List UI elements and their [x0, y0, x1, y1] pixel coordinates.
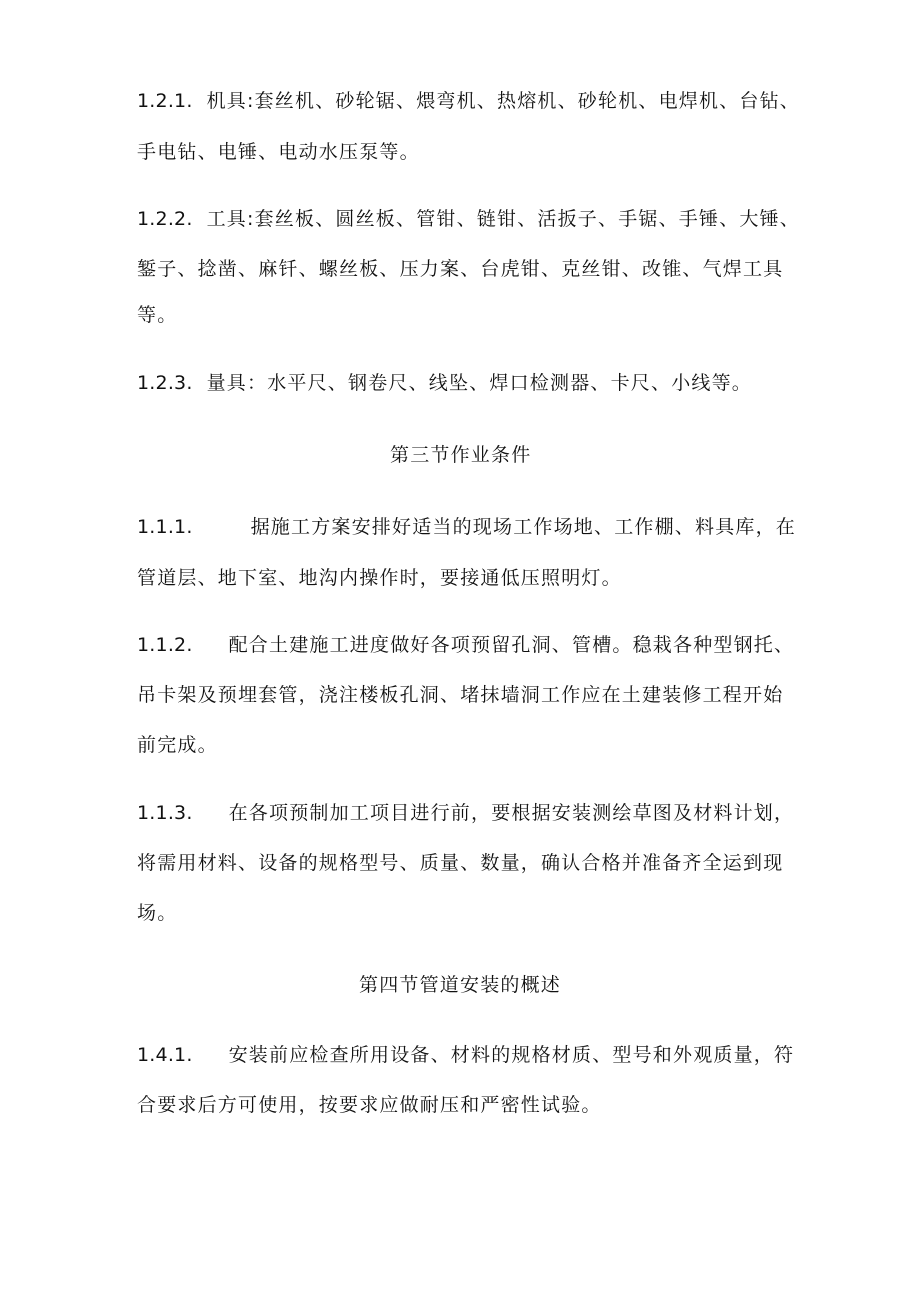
paragraph-1-2-2-line-2: 錾子、捻凿、麻钎、螺丝板、压力案、台虎钳、克丝钳、改锥、气焊工具 — [137, 258, 784, 280]
paragraph-1-4-1-line-1 — [137, 1043, 794, 1067]
paragraph-number: 1.1.1. — [137, 516, 193, 538]
paragraph-text: 配合土建施工进度做好各项预留孔洞、管槽。稳栽各种型钢托、 — [228, 634, 795, 656]
paragraph-1-1-2-line-3: 前完成。 — [137, 734, 218, 756]
paragraph-text: 机具:套丝机、砂轮锯、煨弯机、热熔机、砂轮机、电焊机、台钻、 — [206, 90, 800, 112]
paragraph-1-2-3-line-1 — [137, 371, 752, 395]
paragraph-text: 工具:套丝板、圆丝板、管钳、链钳、活扳子、手锯、手锤、大锤、 — [206, 208, 800, 230]
paragraph-number: 1.1.3. — [137, 802, 193, 824]
paragraph-number: 1.2.3. — [137, 372, 193, 394]
paragraph-number: 1.4.1. — [137, 1044, 193, 1066]
paragraph-1-2-2-line-3: 等。 — [137, 304, 178, 326]
paragraph-1-2-2-line-1 — [137, 207, 800, 231]
paragraph-text: 量具：水平尺、钢卷尺、线坠、焊口检测器、卡尺、小线等。 — [206, 372, 752, 394]
section-3-title: 第三节作业条件 — [390, 444, 532, 466]
section-4-title: 第四节管道安装的概述 — [359, 974, 562, 996]
paragraph-number: 1.2.2. — [137, 208, 193, 230]
paragraph-1-2-1-line-2: 手电钻、电锤、电动水压泵等。 — [137, 141, 420, 163]
paragraph-1-1-3-line-1 — [137, 801, 794, 825]
paragraph-text: 据施工方案安排好适当的现场工作场地、工作棚、料具库，在 — [250, 516, 796, 538]
paragraph-1-4-1-line-2: 合要求后方可使用，按要求应做耐压和严密性试验。 — [137, 1094, 602, 1116]
paragraph-1-1-2-line-1 — [137, 633, 794, 657]
paragraph-1-1-3-line-2: 将需用材料、设备的规格型号、质量、数量，确认合格并准备齐全运到现 — [137, 852, 784, 874]
paragraph-number: 1.1.2. — [137, 634, 193, 656]
paragraph-number: 1.2.1. — [137, 90, 193, 112]
paragraph-1-1-3-line-3: 场。 — [137, 902, 178, 924]
paragraph-text: 安装前应检查所用设备、材料的规格材质、型号和外观质量，符 — [228, 1044, 795, 1066]
paragraph-1-1-2-line-2: 吊卡架及预埋套管，浇注楼板孔洞、堵抹墙洞工作应在土建装修工程开始 — [137, 684, 784, 706]
paragraph-text: 在各项预制加工项目进行前，要根据安装测绘草图及材料计划， — [228, 802, 795, 824]
paragraph-1-2-1-line-1 — [137, 89, 800, 113]
paragraph-1-1-1-line-2: 管道层、地下室、地沟内操作时，要接通低压照明灯。 — [137, 567, 622, 589]
paragraph-1-1-1-line-1 — [137, 515, 796, 539]
